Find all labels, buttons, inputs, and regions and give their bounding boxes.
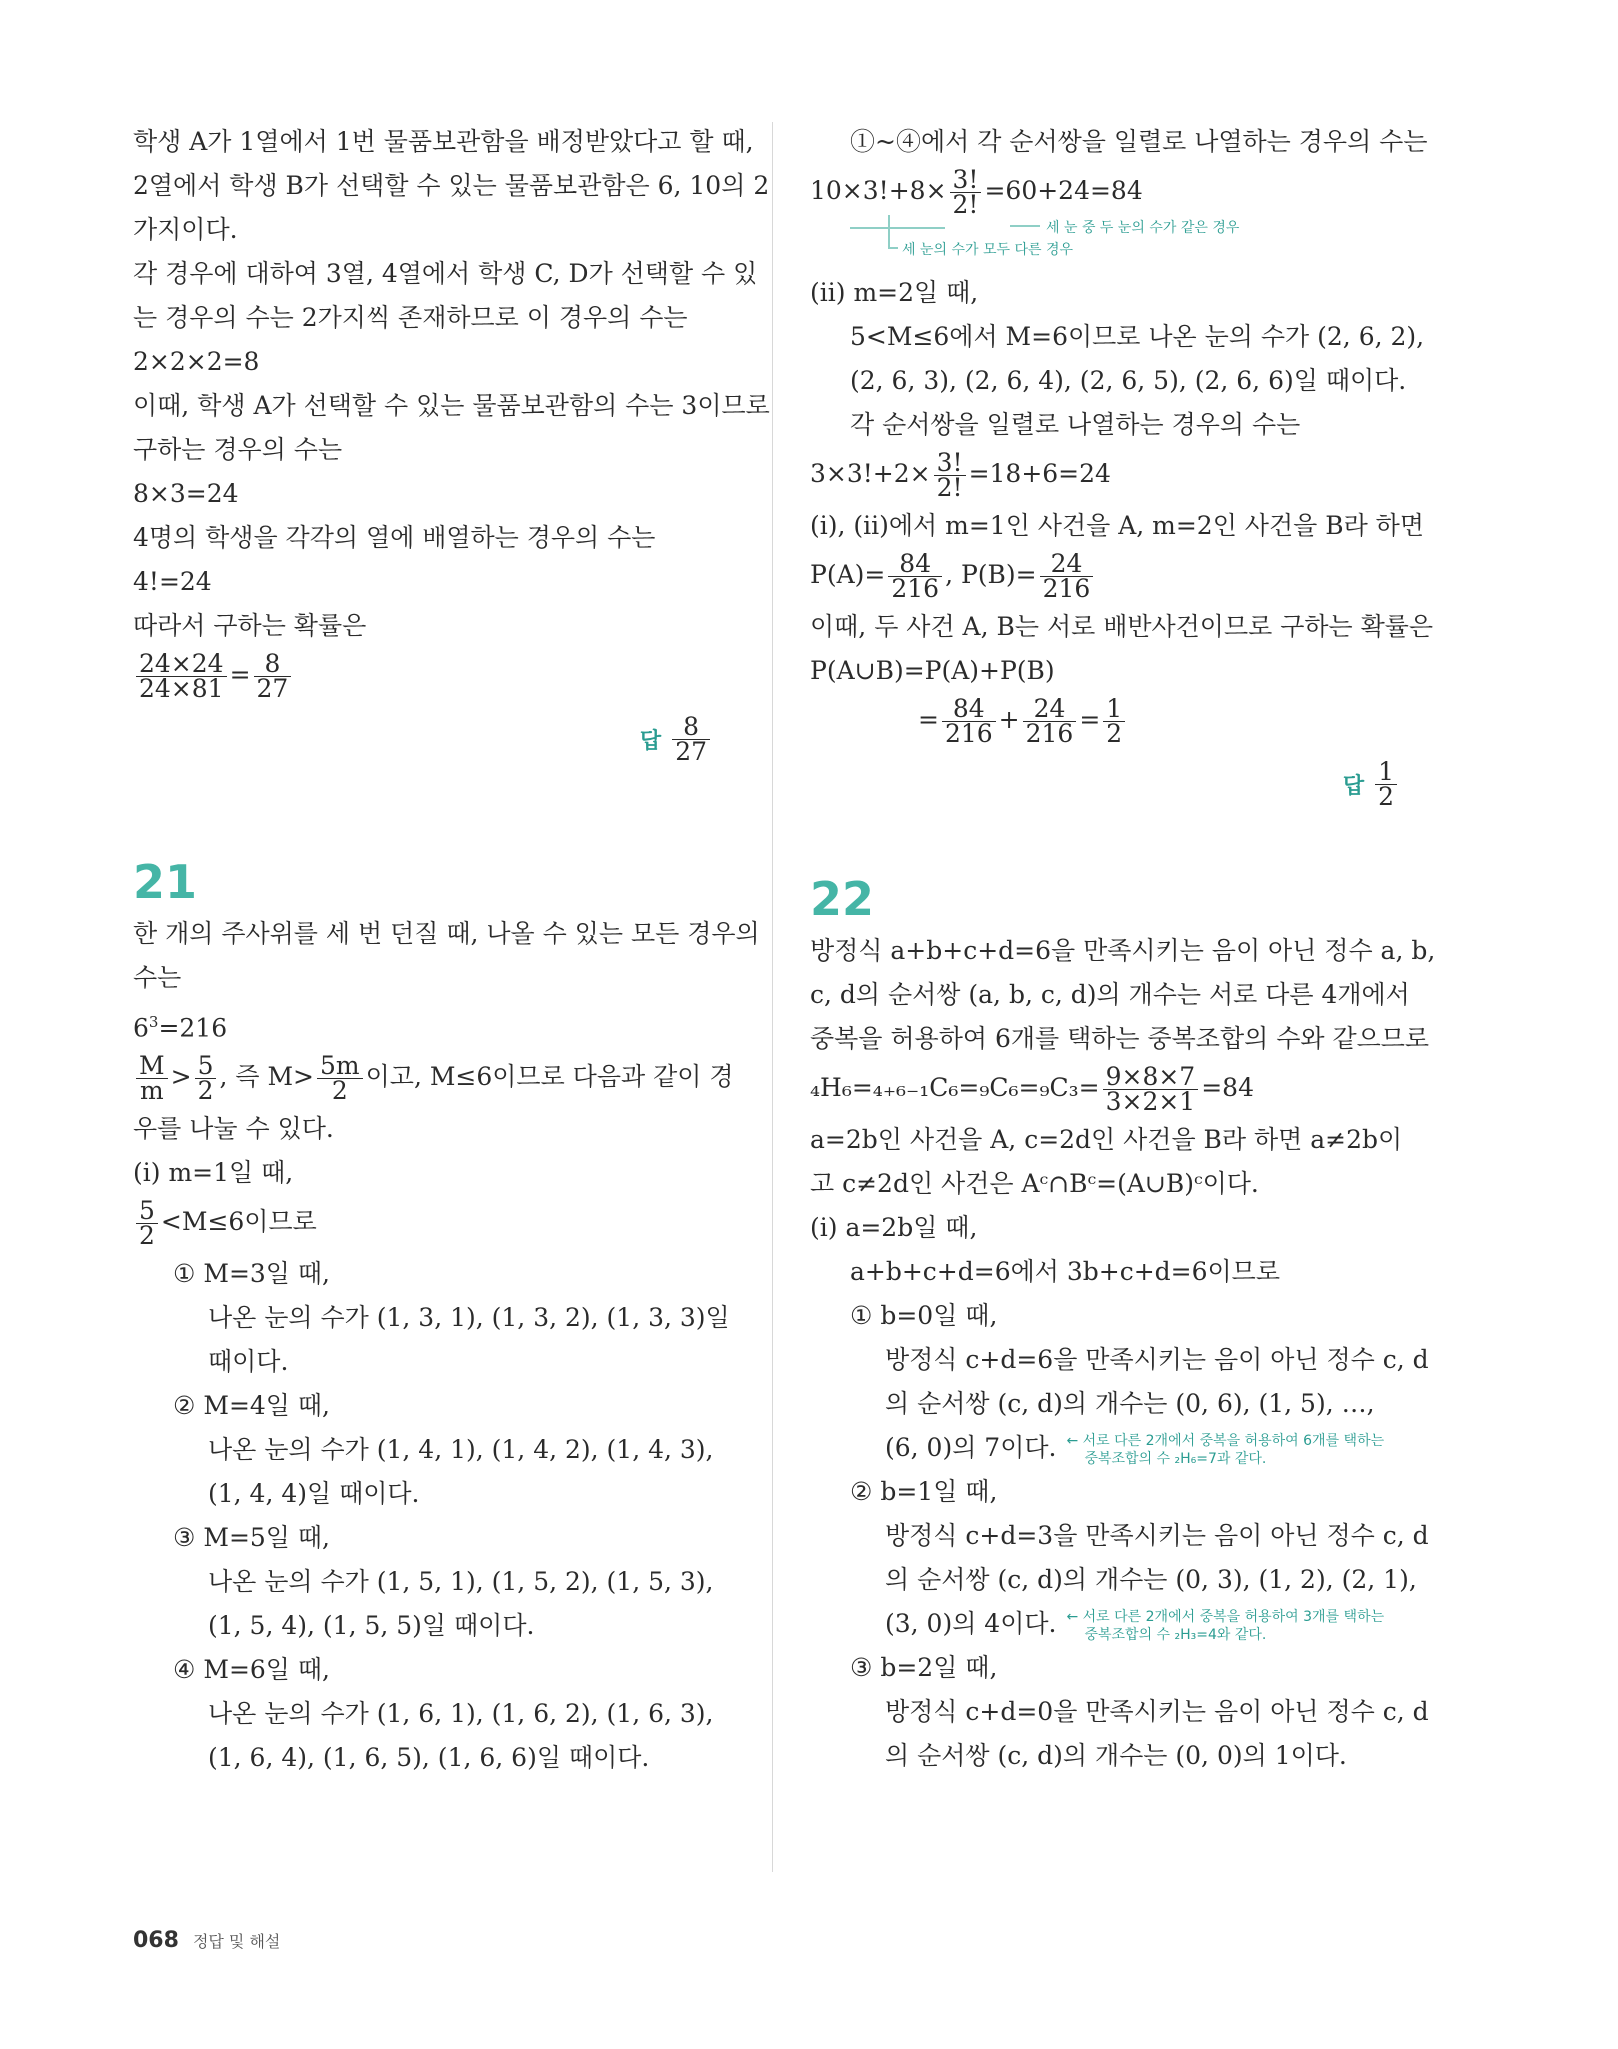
text-line: 4명의 학생을 각각의 열에 배열하는 경우의 수는 [133, 523, 656, 552]
text-line: 나온 눈의 수가 (1, 6, 1), (1, 6, 2), (1, 6, 3), [208, 1699, 714, 1729]
bracket-line [1010, 225, 1040, 227]
equation: = $\frac{84}{216}$ + $\frac{24}{216}$ = $\frac{1}{2}$ [810, 693, 1420, 750]
text-line: 가지이다. [133, 215, 238, 244]
problem-22-solution [810, 869, 1436, 1778]
text-line: 수는 [133, 963, 182, 992]
text-line: 나온 눈의 수가 (1, 5, 1), (1, 5, 2), (1, 5, 3), [208, 1567, 714, 1597]
text-line: 따라서 구하는 확률은 [133, 611, 367, 640]
answer [810, 757, 1420, 811]
subcase-heading: ① b=0일 때, [850, 1301, 998, 1330]
case-heading: (i) m=1일 때, [133, 1158, 294, 1188]
text-line: 각 순서쌍을 일렬로 나열하는 경우의 수는 [850, 410, 1301, 439]
side-note: ← 서로 다른 2개에서 중복을 허용하여 3개를 택하는 중복조합의 수 ₂H₃=4와 같다. [1066, 1608, 1385, 1643]
annotation-note: 세 눈 중 두 눈의 수가 같은 경우 [1046, 220, 1240, 236]
text-line: a+b+c+d=6에서 3b+c+d=6이므로 [850, 1257, 1280, 1286]
text-line: 이때, 두 사건 A, B는 서로 배반사건이므로 구하는 확률은 [810, 612, 1434, 641]
inequality-line: $\frac{M}{m}$ > $\frac{5}{2}$ , 즉 M> $\frac{5m}{2}$ 이고, M≤6이므로 다음과 같이 경 [133, 1050, 733, 1107]
equation-annotations [810, 215, 1420, 271]
text-line: 의 순서쌍 (c, d)의 개수는 (0, 3), (1, 2), (2, 1), [885, 1565, 1417, 1594]
text-line: 방정식 a+b+c+d=6을 만족시키는 음이 아닌 정수 a, b, [810, 936, 1436, 965]
text-line: 학생 A가 1열에서 1번 물품보관함을 배정받았다고 할 때, [133, 127, 754, 156]
problem-number: 22 [810, 872, 875, 926]
text-line: 우를 나눌 수 있다. [133, 1114, 334, 1144]
text-line: 의 순서쌍 (c, d)의 개수는 (0, 0)의 1이다. [885, 1741, 1347, 1770]
text-line: 2열에서 학생 B가 선택할 수 있는 물품보관함은 6, 10의 2 [133, 171, 770, 200]
text-line: (1, 5, 4), (1, 5, 5)일 때이다. [208, 1611, 535, 1641]
text-line: c, d의 순서쌍 (a, b, c, d)의 개수는 서로 다른 4개에서 [810, 980, 1410, 1009]
equation: 4!=24 [133, 567, 212, 596]
equation: 8×3=24 [133, 479, 239, 508]
answer-label: 답 [1342, 774, 1365, 799]
equation: 2×2×2=8 [133, 347, 260, 376]
equation: ₄H₆=₄₊₆₋₁C₆=₉C₆=₉C₃= $\frac{9\times 8\times 7}{3\times 2\times 1}$ =84 [810, 1062, 1254, 1116]
text-line: 의 순서쌍 (c, d)의 개수는 (0, 6), (1, 5), …, [885, 1389, 1375, 1418]
left-column [133, 120, 770, 1780]
text-line: 각 경우에 대하여 3열, 4열에서 학생 C, D가 선택할 수 있 [133, 259, 758, 288]
subcase-heading: ④ M=6일 때, [173, 1655, 331, 1685]
subcase-heading: ③ b=2일 때, [850, 1653, 998, 1682]
equation: 10×3!+8× $\frac{3!}{2!}$ =60+24=84 [810, 165, 1143, 219]
column-divider [772, 122, 773, 1872]
bracket-line [888, 215, 890, 247]
text-line: 한 개의 주사위를 세 번 던질 때, 나올 수 있는 모든 경우의 [133, 919, 760, 948]
case-heading: (i) a=2b일 때, [810, 1213, 978, 1242]
subcase-heading: ① M=3일 때, [173, 1259, 331, 1289]
text-line: 때이다. [208, 1347, 289, 1377]
answer-fraction: $\frac{1}{2}$ [1375, 760, 1397, 809]
case-heading: (ii) m=2일 때, [810, 278, 979, 307]
bracket-line [850, 227, 945, 229]
section-title: 정답 및 해설 [192, 1932, 281, 1951]
text-line-with-note: (6, 0)의 7이다. ← 서로 다른 2개에서 중복을 허용하여 6개를 택하는 중복조합의 수 ₂H₆=7과 같다. [885, 1432, 1385, 1467]
text-line: (2, 6, 3), (2, 6, 4), (2, 6, 5), (2, 6, 6)일 때이다. [850, 366, 1407, 395]
answer-fraction: $\frac{8}{27}$ [672, 715, 710, 764]
answer [133, 712, 733, 766]
fraction: $\frac{8}{27}$ [254, 652, 292, 701]
equation: $6^3=216$ [133, 1013, 228, 1043]
text-line: 방정식 c+d=3을 만족시키는 음이 아닌 정수 c, d [885, 1521, 1429, 1550]
text-line: 나온 눈의 수가 (1, 4, 1), (1, 4, 2), (1, 4, 3), [208, 1435, 714, 1465]
page-number: 068 [133, 1928, 179, 1953]
subcase-heading: ② b=1일 때, [850, 1477, 998, 1506]
text-line: 나온 눈의 수가 (1, 3, 1), (1, 3, 2), (1, 3, 3)일 [208, 1303, 730, 1333]
bracket-line [888, 247, 898, 249]
equation: P(A∪B)=P(A)+P(B) [810, 656, 1055, 685]
text-line: 방정식 c+d=0을 만족시키는 음이 아닌 정수 c, d [885, 1697, 1429, 1726]
text-line-with-note: (3, 0)의 4이다. ← 서로 다른 2개에서 중복을 허용하여 3개를 택하는 중복조합의 수 ₂H₃=4와 같다. [885, 1608, 1385, 1643]
text-line: (i), (ii)에서 m=1인 사건을 A, m=2인 사건을 B라 하면 [810, 511, 1424, 540]
left-top-solution [133, 120, 770, 766]
text-line: (1, 4, 4)일 때이다. [208, 1479, 420, 1509]
text-line: 고 c≠2d인 사건은 Aᶜ∩Bᶜ=(A∪B)ᶜ이다. [810, 1169, 1259, 1198]
page-footer [133, 1928, 280, 1953]
right-top-solution [810, 120, 1434, 811]
fraction: $\frac{24\times 24}{24\times 81}$ [136, 652, 227, 701]
subcase-heading: ③ M=5일 때, [173, 1523, 331, 1553]
text-line: 방정식 c+d=6을 만족시키는 음이 아닌 정수 c, d [885, 1345, 1429, 1374]
text-line: 구하는 경우의 수는 [133, 435, 343, 464]
equation: 3×3!+2× $\frac{3!}{2!}$ =18+6=24 [810, 448, 1111, 502]
case-condition: $\frac{5}{2}$ <M≤6이므로 [133, 1195, 733, 1252]
annotation-note: 세 눈의 수가 모두 다른 경우 [902, 242, 1074, 258]
problem-number: 21 [133, 855, 198, 909]
answer-label: 답 [639, 729, 662, 754]
text-line: 이때, 학생 A가 선택할 수 있는 물품보관함의 수는 3이므로 [133, 391, 770, 420]
side-note: ← 서로 다른 2개에서 중복을 허용하여 6개를 택하는 중복조합의 수 ₂H₆=7과 같다. [1066, 1432, 1385, 1467]
text-line: ①~④에서 각 순서쌍을 일렬로 나열하는 경우의 수는 [850, 127, 1428, 156]
text-line: 중복을 허용하여 6개를 택하는 중복조합의 수와 같으므로 [810, 1024, 1430, 1053]
probability-equation: $\frac{24\times 24}{24\times 81}$ = $\frac{8}{27}$ [133, 648, 733, 705]
probability-line: P(A)= $\frac{84}{216}$ , P(B)= $\frac{24}{216}$ [810, 548, 1420, 605]
subcase-heading: ② M=4일 때, [173, 1391, 331, 1421]
text-line: (1, 6, 4), (1, 6, 5), (1, 6, 6)일 때이다. [208, 1743, 650, 1773]
text-line: 5<M≤6에서 M=6이므로 나온 눈의 수가 (2, 6, 2), [850, 322, 1425, 351]
right-column [810, 120, 1436, 1778]
problem-21-solution [133, 852, 760, 1780]
text-line: 는 경우의 수는 2가지씩 존재하므로 이 경우의 수는 [133, 303, 688, 332]
text-line: a=2b인 사건을 A, c=2d인 사건을 B라 하면 a≠2b이 [810, 1125, 1403, 1154]
